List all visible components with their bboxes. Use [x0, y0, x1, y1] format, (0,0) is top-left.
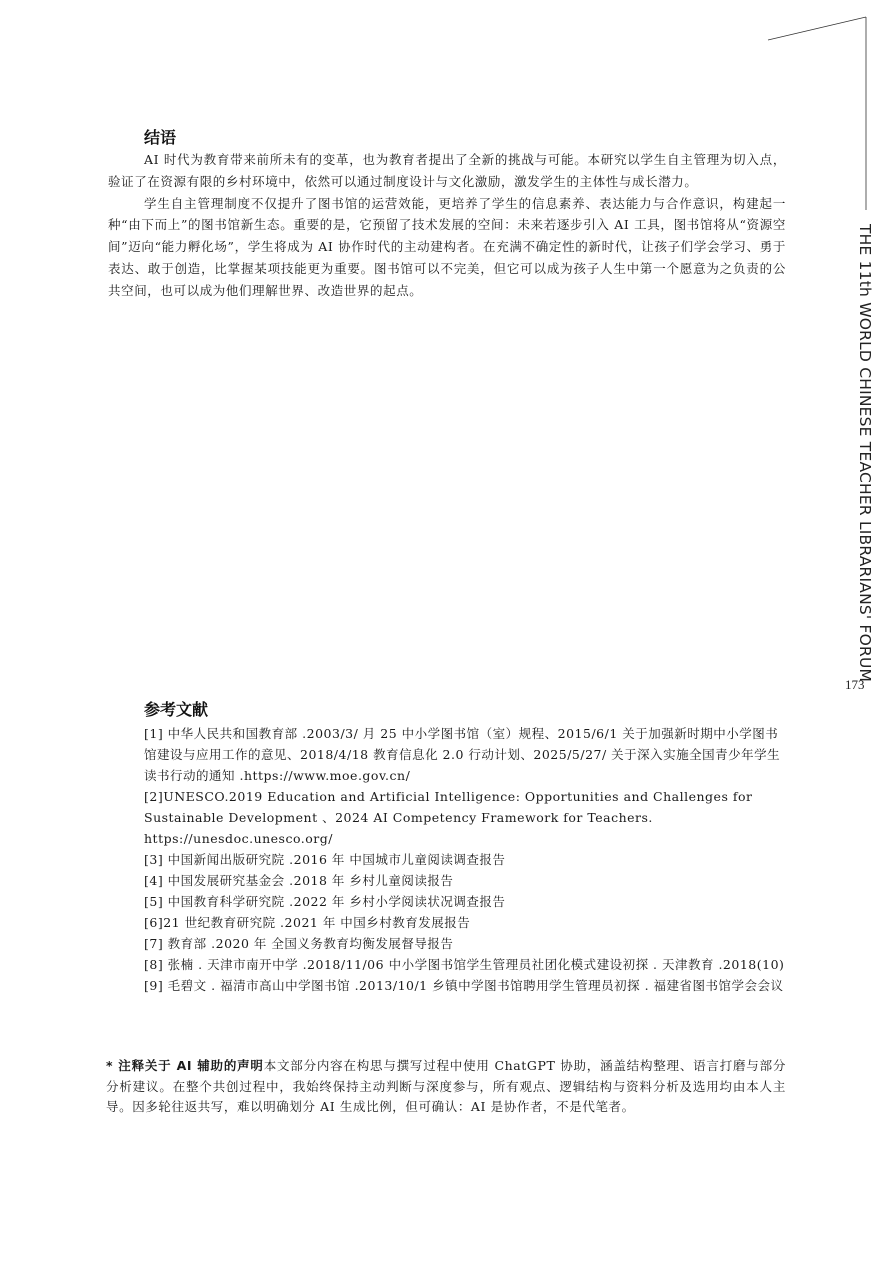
reference-item: [9] 毛碧文 . 福清市高山中学图书馆 .2013/10/1 乡镇中学图书馆聘用学生管理员初探 . 福建省图书馆学会会议 [144, 978, 784, 993]
reference-item: [3] 中国新闻出版研究院 .2016 年 中国城市儿童阅读调查报告 [144, 852, 506, 867]
conclusion-paragraph: 学生自主管理制度不仅提升了图书馆的运营效能，更培养了学生的信息素养、表达能力与合作意识，构建起一种“由下而上”的图书馆新生态。重要的是，它预留了技术发展的空间：未来若逐步引入 AI 工具，图书馆将从“资源空间”迈向“能力孵化场”，学生将成为 AI 协作时代的主动建构者。在充满不确定性的新时代，让孩子们学会学习、勇于表达、敢于创造，比掌握某项技能更为重要。图书馆可以不完美，但它可以成为孩子人生中第一个愿意为之负责的公共空间，也可以成为他们理解世界、改造世界的起点。 [108, 195, 786, 298]
reference-item: [4] 中国发展研究基金会 .2018 年 乡村儿童阅读报告 [144, 873, 454, 888]
footnote-text: 本文部分内容在构思与撰写过程中使用 ChatGPT 协助，涵盖结构整理、语言打磨与部分分析建议。在整个共创过程中，我始终保持主动判断与深度参与，所有观点、逻辑结构与资料分析及选用均由本人主导。因多轮往返共写，难以明确划分 AI 生成比例，但可确认：AI 是协作者，不是代笔者。 [106, 1058, 786, 1114]
conclusion-heading: 结语 [144, 128, 177, 147]
reference-item: [7] 教育部 .2020 年 全国义务教育均衡发展督导报告 [144, 936, 454, 951]
references-heading: 参考文献 [144, 700, 209, 719]
ai-disclosure-footnote [106, 1056, 786, 1118]
conclusion-paragraph: AI 时代为教育带来前所未有的变革，也为教育者提出了全新的挑战与可能。本研究以学生自主管理为切入点，验证了在资源有限的乡村环境中，依然可以通过制度设计与文化激励，激发学生的主体性与成长潜力。 [108, 152, 786, 189]
forum-banner: THE 11th WORLD CHINESE TEACHER LIBRARIANS' FORUM [856, 224, 874, 683]
references-section [108, 699, 786, 996]
reference-list [108, 723, 786, 996]
reference-item: [5] 中国教育科学研究院 .2022 年 乡村小学阅读状况调查报告 [144, 894, 506, 909]
page-number: 173 [845, 677, 865, 692]
conclusion-section [108, 127, 786, 302]
reference-item: [8] 张楠 . 天津市南开中学 .2018/11/06 中小学图书馆学生管理员社团化模式建设初探 . 天津教育 .2018(10) [144, 957, 785, 972]
reference-item: [1] 中华人民共和国教育部 .2003/3/ 月 25 中小学图书馆（室）规程、2015/6/1 关于加强新时期中小学图书馆建设与应用工作的意见、2018/4/18 教育信息化 2.0 行动计划、2025/5/27/ 关于深入实施全国青少年学生读书行动的通知 .https://www.moe.gov.cn/ [144, 726, 781, 783]
reference-item: [6]21 世纪教育研究院 .2021 年 中国乡村教育发展报告 [144, 915, 471, 930]
reference-item: [2]UNESCO.2019 Education and Artificial Intelligence: Opportunities and Challenges for Sustainable Development 、2024 AI Competency Framework for Teachers. https://unesdoc.unesco.org/ [144, 789, 753, 846]
footnote-label: * 注释关于 AI 辅助的声明 [106, 1058, 264, 1073]
